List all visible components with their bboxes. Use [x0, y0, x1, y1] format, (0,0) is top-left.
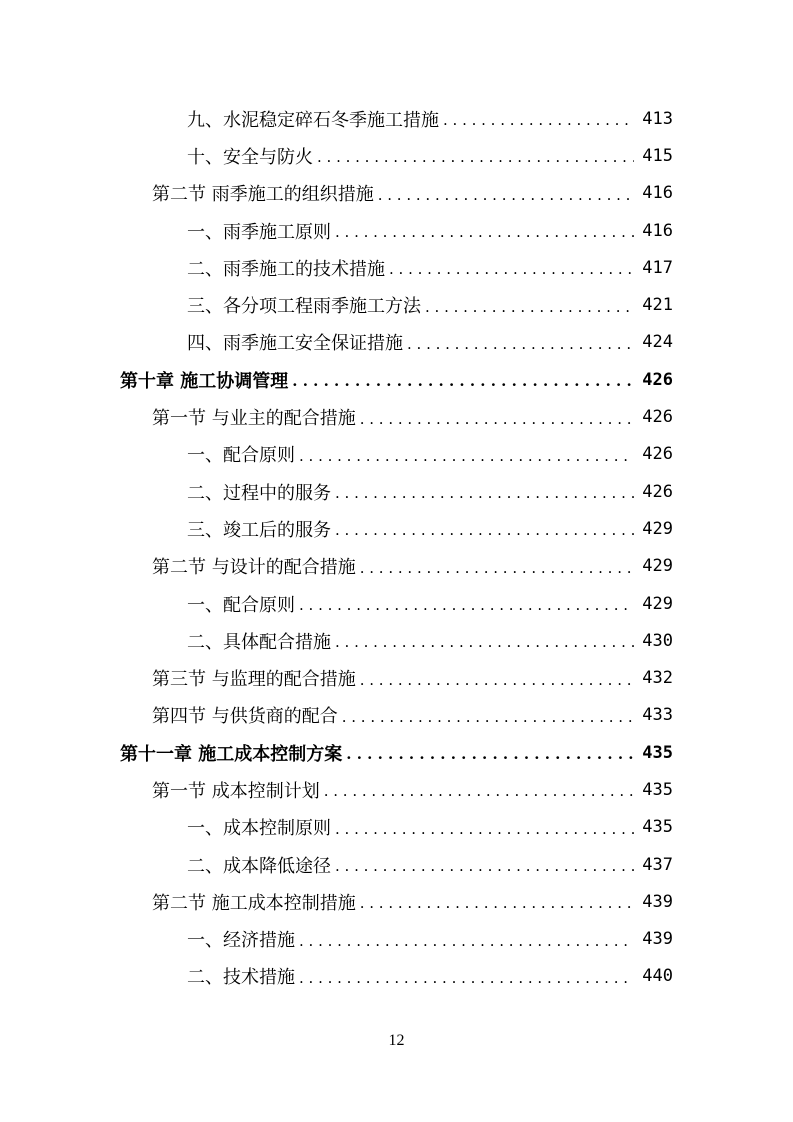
- toc-dot-leader: [360, 896, 635, 911]
- toc-entry-page-number: 432: [642, 668, 673, 689]
- toc-dot-leader: [335, 859, 634, 874]
- toc-dot-leader: [292, 374, 634, 389]
- toc-section-entry[interactable]: [0, 548, 793, 585]
- toc-entry-title: 二、具体配合措施: [187, 631, 331, 653]
- toc-entry-title: 九、水泥稳定碎石冬季施工措施: [187, 109, 439, 131]
- toc-dot-leader: [425, 300, 634, 315]
- toc-entry-page-number: 429: [642, 556, 673, 577]
- toc-entry-line: [187, 329, 673, 355]
- page-number: 12: [388, 1032, 405, 1049]
- table-of-contents: [0, 100, 793, 995]
- toc-entry-page-number: 429: [642, 518, 673, 539]
- toc-entry-title: 二、技术措施: [187, 967, 295, 989]
- toc-entry-title: 三、竣工后的服务: [187, 519, 331, 541]
- toc-entry-title: 第二节 雨季施工的组织措施: [152, 184, 374, 206]
- toc-entry-title: 第一节 成本控制计划: [152, 780, 320, 802]
- toc-subsection-entry[interactable]: [0, 958, 793, 995]
- toc-entry-title: 二、过程中的服务: [187, 482, 331, 504]
- toc-dot-leader: [299, 971, 634, 986]
- toc-entry-page-number: 435: [642, 779, 673, 800]
- toc-entry-line: [152, 665, 673, 691]
- toc-subsection-entry[interactable]: [0, 100, 793, 137]
- toc-dot-leader: [335, 486, 634, 501]
- toc-entry-page-number: 426: [642, 369, 673, 390]
- toc-entry-page-number: 426: [642, 444, 673, 465]
- toc-chapter-entry[interactable]: [0, 734, 793, 771]
- toc-entry-line: [187, 591, 673, 617]
- toc-entry-title: 二、雨季施工的技术措施: [187, 258, 385, 280]
- toc-subsection-entry[interactable]: [0, 286, 793, 323]
- toc-entry-line: [152, 889, 673, 915]
- toc-entry-line: [187, 218, 673, 244]
- toc-entry-line: [187, 926, 673, 952]
- toc-entry-line: [152, 404, 673, 430]
- toc-entry-line: [187, 628, 673, 654]
- toc-entry-title: 第四节 与供货商的配合: [152, 706, 338, 728]
- toc-subsection-entry[interactable]: [0, 585, 793, 622]
- toc-entry-title: 一、经济措施: [187, 930, 295, 952]
- toc-entry-title: 第二节 施工成本控制措施: [152, 892, 356, 914]
- toc-entry-line: [187, 106, 673, 132]
- toc-entry-title: 一、成本控制原则: [187, 818, 331, 840]
- toc-entry-page-number: 430: [642, 630, 673, 651]
- toc-entry-page-number: 435: [642, 817, 673, 838]
- toc-entry-page-number: 416: [642, 183, 673, 204]
- toc-entry-page-number: 439: [642, 891, 673, 912]
- toc-subsection-entry[interactable]: [0, 137, 793, 174]
- toc-section-entry[interactable]: [0, 175, 793, 212]
- toc-entry-line: [120, 367, 673, 393]
- toc-subsection-entry[interactable]: [0, 921, 793, 958]
- toc-entry-line: [187, 292, 673, 318]
- toc-entry-page-number: 440: [642, 966, 673, 987]
- toc-entry-page-number: 433: [642, 705, 673, 726]
- toc-entry-page-number: 435: [642, 742, 673, 763]
- toc-subsection-entry[interactable]: [0, 622, 793, 659]
- toc-dot-leader: [342, 710, 635, 725]
- toc-entry-line: [152, 180, 673, 206]
- toc-entry-title: 第一节 与业主的配合措施: [152, 408, 356, 430]
- toc-entry-line: [187, 963, 673, 989]
- toc-subsection-entry[interactable]: [0, 436, 793, 473]
- toc-entry-line: [152, 702, 673, 728]
- toc-entry-title: 一、配合原则: [187, 445, 295, 467]
- toc-entry-page-number: 416: [642, 220, 673, 241]
- toc-dot-leader: [360, 412, 635, 427]
- toc-dot-leader: [378, 188, 635, 203]
- toc-dot-leader: [389, 262, 634, 277]
- toc-entry-line: [187, 814, 673, 840]
- toc-dot-leader: [346, 747, 634, 762]
- toc-dot-leader: [335, 225, 634, 240]
- toc-section-entry[interactable]: [0, 697, 793, 734]
- toc-dot-leader: [335, 523, 634, 538]
- toc-chapter-entry[interactable]: [0, 361, 793, 398]
- toc-section-entry[interactable]: [0, 771, 793, 808]
- toc-dot-leader: [335, 635, 634, 650]
- toc-entry-title: 十、安全与防火: [187, 146, 313, 168]
- toc-subsection-entry[interactable]: [0, 212, 793, 249]
- toc-subsection-entry[interactable]: [0, 249, 793, 286]
- toc-entry-title: 第三节 与监理的配合措施: [152, 669, 356, 691]
- toc-dot-leader: [360, 673, 635, 688]
- toc-subsection-entry[interactable]: [0, 324, 793, 361]
- toc-entry-line: [152, 777, 673, 803]
- toc-entry-line: [187, 255, 673, 281]
- toc-dot-leader: [324, 784, 635, 799]
- toc-entry-title: 第十章 施工协调管理: [120, 370, 289, 392]
- toc-entry-line: [187, 143, 673, 169]
- toc-subsection-entry[interactable]: [0, 473, 793, 510]
- toc-entry-page-number: 421: [642, 295, 673, 316]
- toc-entry-page-number: 413: [642, 108, 673, 129]
- toc-entry-title: 一、雨季施工原则: [187, 221, 331, 243]
- toc-entry-line: [187, 516, 673, 542]
- toc-entry-title: 三、各分项工程雨季施工方法: [187, 296, 421, 318]
- toc-entry-page-number: 426: [642, 407, 673, 428]
- toc-section-entry[interactable]: [0, 398, 793, 435]
- toc-dot-leader: [299, 598, 634, 613]
- toc-entry-line: [120, 740, 673, 766]
- toc-dot-leader: [317, 150, 634, 165]
- toc-section-entry[interactable]: [0, 659, 793, 696]
- toc-entry-page-number: 417: [642, 257, 673, 278]
- toc-entry-line: [187, 441, 673, 467]
- toc-entry-page-number: 415: [642, 145, 673, 166]
- toc-section-entry[interactable]: [0, 883, 793, 920]
- toc-entry-page-number: 439: [642, 929, 673, 950]
- toc-entry-page-number: 429: [642, 593, 673, 614]
- toc-dot-leader: [443, 113, 634, 128]
- toc-entry-title: 四、雨季施工安全保证措施: [187, 333, 403, 355]
- toc-entry-line: [187, 479, 673, 505]
- toc-entry-title: 第二节 与设计的配合措施: [152, 557, 356, 579]
- toc-entry-page-number: 424: [642, 332, 673, 353]
- toc-dot-leader: [360, 561, 635, 576]
- toc-subsection-entry[interactable]: [0, 846, 793, 883]
- toc-dot-leader: [299, 934, 634, 949]
- toc-dot-leader: [407, 337, 634, 352]
- toc-entry-title: 二、成本降低途径: [187, 855, 331, 877]
- toc-subsection-entry[interactable]: [0, 809, 793, 846]
- toc-dot-leader: [299, 449, 634, 464]
- toc-dot-leader: [335, 822, 634, 837]
- toc-subsection-entry[interactable]: [0, 510, 793, 547]
- toc-entry-line: [187, 852, 673, 878]
- toc-entry-title: 第十一章 施工成本控制方案: [120, 743, 343, 765]
- toc-entry-page-number: 437: [642, 854, 673, 875]
- toc-entry-page-number: 426: [642, 481, 673, 502]
- toc-entry-line: [152, 553, 673, 579]
- toc-entry-title: 一、配合原则: [187, 594, 295, 616]
